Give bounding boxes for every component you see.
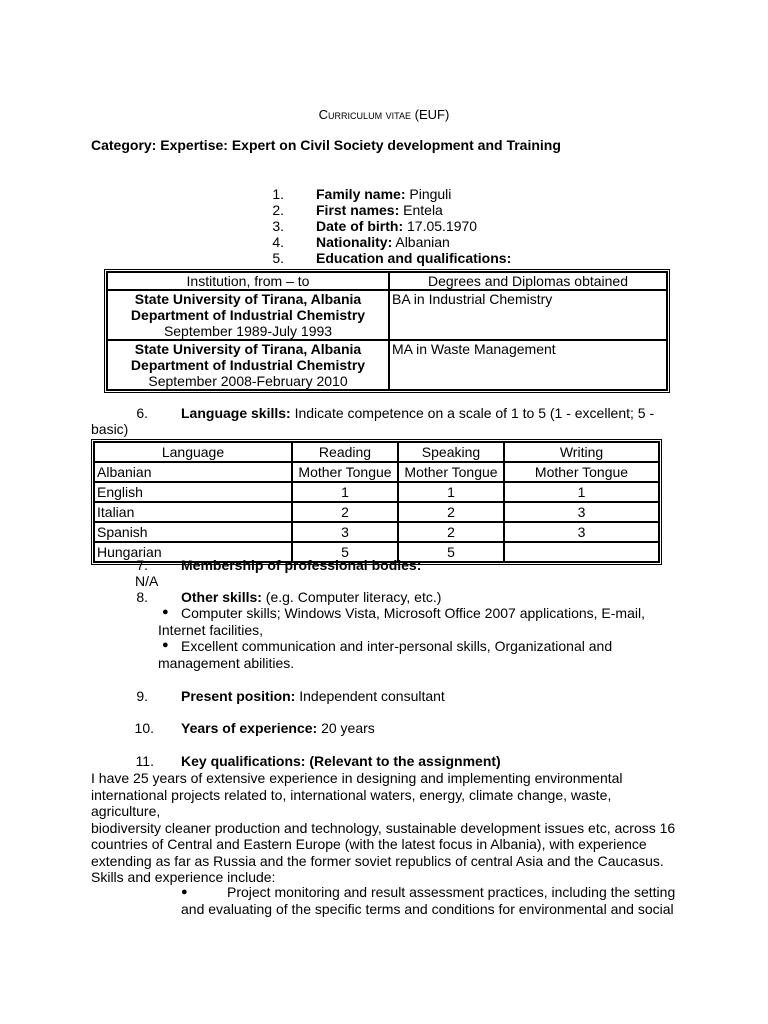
writing-cell: 1 [504,482,659,502]
study-dates: September 1989-July 1993 [163,323,333,339]
item-number: 5. [272,250,284,266]
field-value: Entela [399,202,443,218]
institution-cell [107,290,389,340]
language-cell: Spanish [94,522,292,542]
section-note: (e.g. Computer literacy, etc.) [261,589,442,605]
field-value: Albanian [392,234,450,250]
reading-cell: 3 [292,522,398,542]
family-name [316,186,451,202]
speaking-cell: 2 [398,502,504,522]
skill-bullet-2-cont: management abilities. [158,655,295,671]
body-line: international projects related to, international waters, energy, climate change, waste, agriculture, [91,786,612,819]
membership-value: N/A [135,573,159,589]
section-label: Other skills: [181,589,262,605]
language-skills-intro [181,405,654,421]
speaking-cell: 2 [398,522,504,542]
field-value: 20 years [317,720,375,736]
speaking-cell: Mother Tongue [398,462,504,482]
column-header: Language [94,442,292,462]
language-cell: English [94,482,292,502]
field-label: First names: [316,202,400,218]
other-skills-heading [181,589,441,605]
item-number: 7. [136,557,148,573]
column-header: Institution, from – to [107,272,389,290]
department-name: Department of Industrial Chemistry [130,307,366,323]
item-number: 4. [272,234,284,250]
institution-cell [107,340,389,390]
membership-label: Membership of professional bodies: [181,557,422,573]
table-row [107,340,667,390]
field-label: Nationality: [316,234,393,250]
language-cell: Hungarian [94,542,292,562]
first-names [316,202,443,218]
reading-cell: 5 [292,542,398,562]
table-header-row [94,442,659,462]
field-label: Date of birth: [316,218,404,234]
date-of-birth [316,218,477,234]
years-of-experience [181,720,375,736]
title-main: Curriculum vitae [318,107,412,122]
section-label: Language skills: [181,405,291,421]
degree-cell: MA in Waste Management [389,340,667,390]
reading-cell: 1 [292,482,398,502]
table-row [107,290,667,340]
writing-cell: Mother Tongue [504,462,659,482]
section-note: Indicate competence on a scale of 1 to 5 (1 - excellent; 5 - [290,405,655,421]
reading-cell: 2 [292,502,398,522]
institution-name: State University of Tirana, Albania [134,341,362,357]
body-line: I have 25 years of extensive experience in designing and implementing environmental [91,770,623,786]
language-table [91,439,662,565]
writing-cell [504,542,659,562]
language-cell: Albanian [94,462,292,482]
speaking-cell: 1 [398,482,504,502]
body-line: Skills and experience include: [91,869,276,885]
column-header: Speaking [398,442,504,462]
key-qualifications-body [91,770,681,886]
degree-cell: BA in Industrial Chemistry [389,290,667,340]
education-table [104,269,670,393]
field-value: Pinguli [405,186,452,202]
document-title [0,107,768,122]
item-number: 6. [136,405,148,421]
table-row [94,462,659,482]
key-qualifications-label: Key qualifications: (Relevant to the assignment) [181,753,501,769]
language-cell: Italian [94,502,292,522]
column-header: Reading [292,442,398,462]
study-dates: September 2008-February 2010 [148,373,348,389]
category-heading: Category: Expertise: Expert on Civil Society development and Training [91,137,561,153]
body-line: extending as far as Russia and the former soviet republics of central Asia and the Caucasus. [91,852,664,869]
bullet-icon: ● [181,886,188,898]
body-line: countries of Central and Eastern Europe (with the latest focus in Albania), with experience [91,836,647,852]
reading-cell: Mother Tongue [292,462,398,482]
field-label: Present position: [181,688,296,704]
field-label: Family name: [316,186,406,202]
key-bullet-line-2: and evaluating of the specific terms and conditions for environmental and social [181,901,674,917]
bullet-icon: ● [162,606,169,618]
field-value: Independent consultant [295,688,445,704]
writing-cell: 3 [504,522,659,542]
field-value: 17.05.1970 [403,218,478,234]
skill-bullet-1 [181,605,680,622]
item-number: 10. [134,720,154,736]
bullet-icon: ● [162,639,169,651]
table-header-row [107,272,667,290]
table-row [94,522,659,542]
bullet-text: Computer skills; Windows Vista, Microsoft Office 2007 applications, E-mail, [181,605,645,621]
title-suffix: (EUF) [414,107,450,122]
field-label: Years of experience: [181,720,318,736]
institution-name: State University of Tirana, Albania [134,291,362,307]
skill-bullet-2: Excellent communication and inter-personal skills, Organizational and [181,638,613,654]
column-header: Writing [504,442,659,462]
field-label: Education and qualifications: [316,250,512,266]
speaking-cell: 5 [398,542,504,562]
body-line: biodiversity cleaner production and technology, sustainable development issues etc, across 16 [91,819,676,836]
key-bullet-line-1: Project monitoring and result assessment practices, including the setting [227,884,676,900]
nationality [316,234,450,250]
item-number: 3. [272,218,284,234]
item-number: 11. [135,753,154,769]
language-skills-note-cont: basic) [91,421,129,437]
table-row [94,502,659,522]
item-number: 9. [136,688,148,704]
skill-bullet-1-cont: Internet facilities, [158,622,264,638]
education-heading [316,250,511,266]
item-number: 8. [136,589,148,605]
item-number: 1. [272,186,284,202]
writing-cell: 3 [504,502,659,522]
present-position [181,688,445,704]
item-number: 2. [272,202,284,218]
department-name: Department of Industrial Chemistry [130,357,366,373]
table-row [94,482,659,502]
column-header: Degrees and Diplomas obtained [389,272,667,290]
